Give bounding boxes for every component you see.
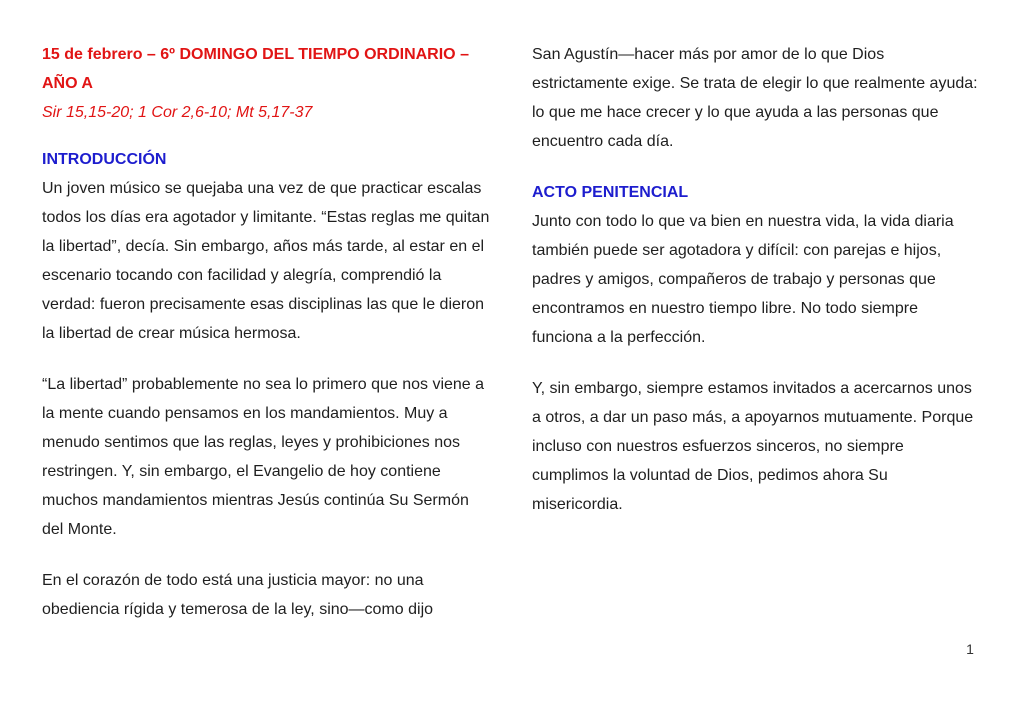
paragraph: Junto con todo lo que va bien en nuestra vida, la vida diaria también puede ser agotadora y difícil: con parejas e hijos, padres y amigos, compañeros de trabajo y personas que encontramos en nuestro tiempo libre. No todo siempre funciona a la perfección. <box>532 213 954 346</box>
paragraph: Y, sin embargo, siempre estamos invitados a acercarnos unos a otros, a dar un paso más, a apoyarnos mutuamente. Porque incluso con nuestros esfuerzos sinceros, no siempre cumplimos la voluntad de Dios, pedimos ahora Su misericordia. <box>532 380 974 513</box>
column-left <box>42 40 492 624</box>
paragraph: En el corazón de todo está una justicia mayor: no una obediencia rígida y temerosa de la ley, sino—como dijo <box>42 572 434 618</box>
paragraph: San Agustín—hacer más por amor de lo que Dios estrictamente exige. Se trata de elegir lo que realmente ayuda: lo que me hace crecer y lo que ayuda a las personas que encuentro cada día. <box>532 46 978 150</box>
paragraph: “La libertad” probablemente no sea lo primero que nos viene a la mente cuando pensamos en los mandamientos. Muy a menudo sentimos que las reglas, leyes y prohibiciones nos restringen. Y, sin embargo, el Evangelio de hoy contiene muchos mandamientos mientras Jesús continúa Su Sermón del Monte. <box>42 376 485 538</box>
section-heading-acto-penitencial: ACTO PENITENCIAL <box>532 184 689 201</box>
document-title: 15 de febrero – 6º DOMINGO DEL TIEMPO ORDINARIO – AÑO A <box>42 46 469 92</box>
scripture-readings: Sir 15,15-20; 1 Cor 2,6-10; Mt 5,17-37 <box>42 104 313 121</box>
page-number: 1 <box>966 641 974 657</box>
column-right <box>532 40 982 519</box>
section-heading-introduccion: INTRODUCCIÓN <box>42 151 167 168</box>
paragraph: Un joven músico se quejaba una vez de que practicar escalas todos los días era agotador y limitante. “Estas reglas me quitan la libertad”, decía. Sin embargo, años más tarde, al estar en el escenario tocando con facilidad y alegría, comprendió la verdad: fueron precisamente esas disciplinas las que le dieron la libertad de crear música hermosa. <box>42 180 490 342</box>
